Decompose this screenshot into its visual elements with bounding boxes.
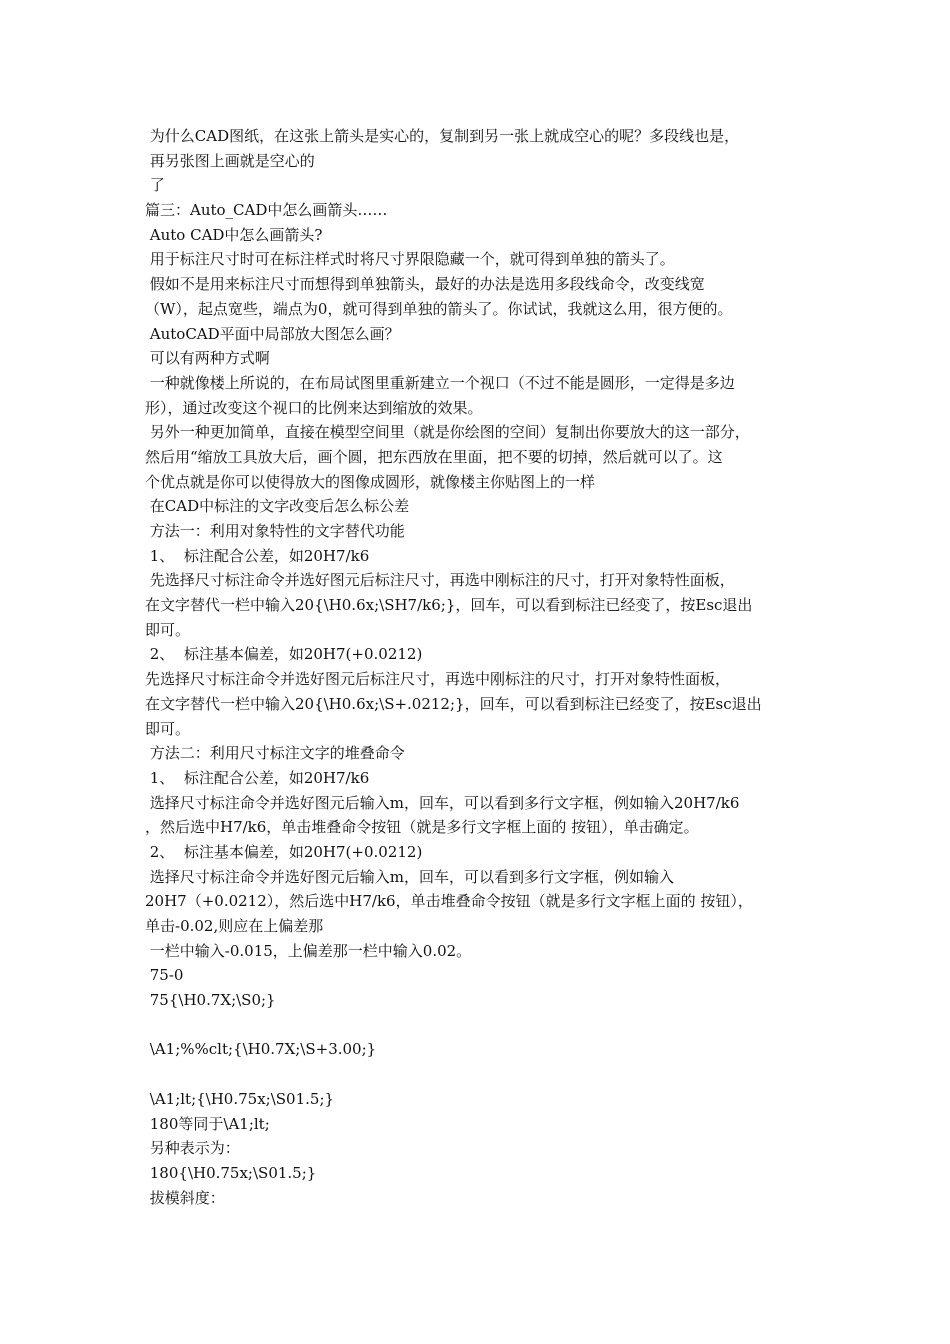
section-heading: 篇三：Auto_CAD中怎么画箭头…… <box>145 201 388 220</box>
text-line: 可以有两种方式啊 <box>145 349 270 368</box>
method-heading: 方法一：利用对象特性的文字替代功能 <box>145 522 405 540</box>
text-line: 在文字替代一栏中输入20{\H0.6x;\S+.0212;}，回车，可以看到标注已经变了，按Esc退出 <box>145 694 762 713</box>
text-line: 了 <box>145 176 165 195</box>
text-line: 选择尺寸标注命令并选好图元后输入m，回车，可以看到多行文字框，例如输入 <box>145 867 674 886</box>
text-line: 然后用“缩放工具放大后，画个圆，把东西放在里面，把不要的切掉，然后就可以了。这 <box>145 447 723 466</box>
code-line: \A1;lt;{\H0.75x;\S01.5;} <box>145 1089 335 1108</box>
text-line: 即可。 <box>145 719 191 738</box>
code-line: 180{\H0.75x;\S01.5;} <box>145 1163 317 1182</box>
question-title: 在CAD中标注的文字改变后怎么标公差 <box>145 497 410 516</box>
text-line: 单击-0.02,则应在上偏差那 <box>145 917 324 935</box>
code-line: 75-0 <box>145 966 184 985</box>
text-line: 一种就像楼上所说的，在布局试图里重新建立一个视口（不过不能是圆形，一定得是多边 <box>145 373 735 392</box>
list-item: 2、 标注基本偏差，如20H7(+0.0212) <box>145 645 423 664</box>
code-line: 75{\H0.7X;\S0;} <box>145 991 276 1010</box>
text-line: 另外一种更加简单，直接在模型空间里（就是你绘图的空间）复制出你要放大的这一部分， <box>145 423 750 442</box>
question-title: Auto CAD中怎么画箭头? <box>145 225 323 244</box>
list-item: 1、 标注配合公差，如20H7/k6 <box>145 768 370 787</box>
blank-line <box>145 1062 815 1087</box>
text-line: 个优点就是你可以使得放大的图像成圆形，就像楼主你贴图上的一样 <box>145 472 596 491</box>
text-line: 在文字替代一栏中输入20{\H0.6x;\SH7/k6;}，回车，可以看到标注已经变了，按Esc退出 <box>145 596 753 615</box>
question-title: AutoCAD平面中局部放大图怎么画？ <box>145 324 400 343</box>
text-line: 一栏中输入-0.015，上偏差那一栏中输入0.02。 <box>145 941 472 960</box>
list-item: 1、 标注配合公差，如20H7/k6 <box>145 546 370 565</box>
text-line: 20H7（+0.0212），然后选中H7/k6，单击堆叠命令按钮（就是多行文字框上面的 按钮）， <box>145 892 753 911</box>
text-line: 再另张图上画就是空心的 <box>145 151 315 170</box>
text-line: 先选择尺寸标注命令并选好图元后标注尺寸，再选中刚标注的尺寸，打开对象特性面板， <box>145 670 731 689</box>
text-line: 先选择尺寸标注命令并选好图元后标注尺寸，再选中刚标注的尺寸，打开对象特性面板， <box>145 571 735 590</box>
text-line: （W），起点宽些，端点为0，就可得到单独的箭头了。你试试，我就这么用，很方便的。 <box>145 299 733 318</box>
text-line: 选择尺寸标注命令并选好图元后输入m，回车，可以看到多行文字框，例如输入20H7/k6 <box>145 793 740 812</box>
text-line: ，然后选中H7/k6，单击堆叠命令按钮（就是多行文字框上面的 按钮），单击确定。 <box>145 818 699 837</box>
text-line: 另种表示为： <box>145 1139 240 1158</box>
text-line: 即可。 <box>145 620 191 639</box>
text-line: 假如不是用来标注尺寸而想得到单独箭头，最好的办法是选用多段线命令，改变线宽 <box>145 275 705 294</box>
code-line: \A1;%%clt;{\H0.7X;\S+3.00;} <box>145 1040 377 1059</box>
text-line: 拔模斜度： <box>145 1188 225 1207</box>
document-body <box>145 124 815 1210</box>
text-line: 用于标注尺寸时可在标注样式时将尺寸界限隐藏一个，就可得到单独的箭头了。 <box>145 250 675 269</box>
text-line: 为什么CAD图纸，在这张上箭头是实心的，复制到另一张上就成空心的呢？多段线也是， <box>145 127 740 145</box>
code-line: 180等同于\A1;lt; <box>145 1114 270 1133</box>
list-item: 2、 标注基本偏差，如20H7(+0.0212) <box>145 842 423 861</box>
blank-line <box>145 1013 815 1038</box>
text-line: 形），通过改变这个视口的比例来达到缩放的效果。 <box>145 398 483 417</box>
method-heading: 方法二：利用尺寸标注文字的堆叠命令 <box>145 744 405 763</box>
